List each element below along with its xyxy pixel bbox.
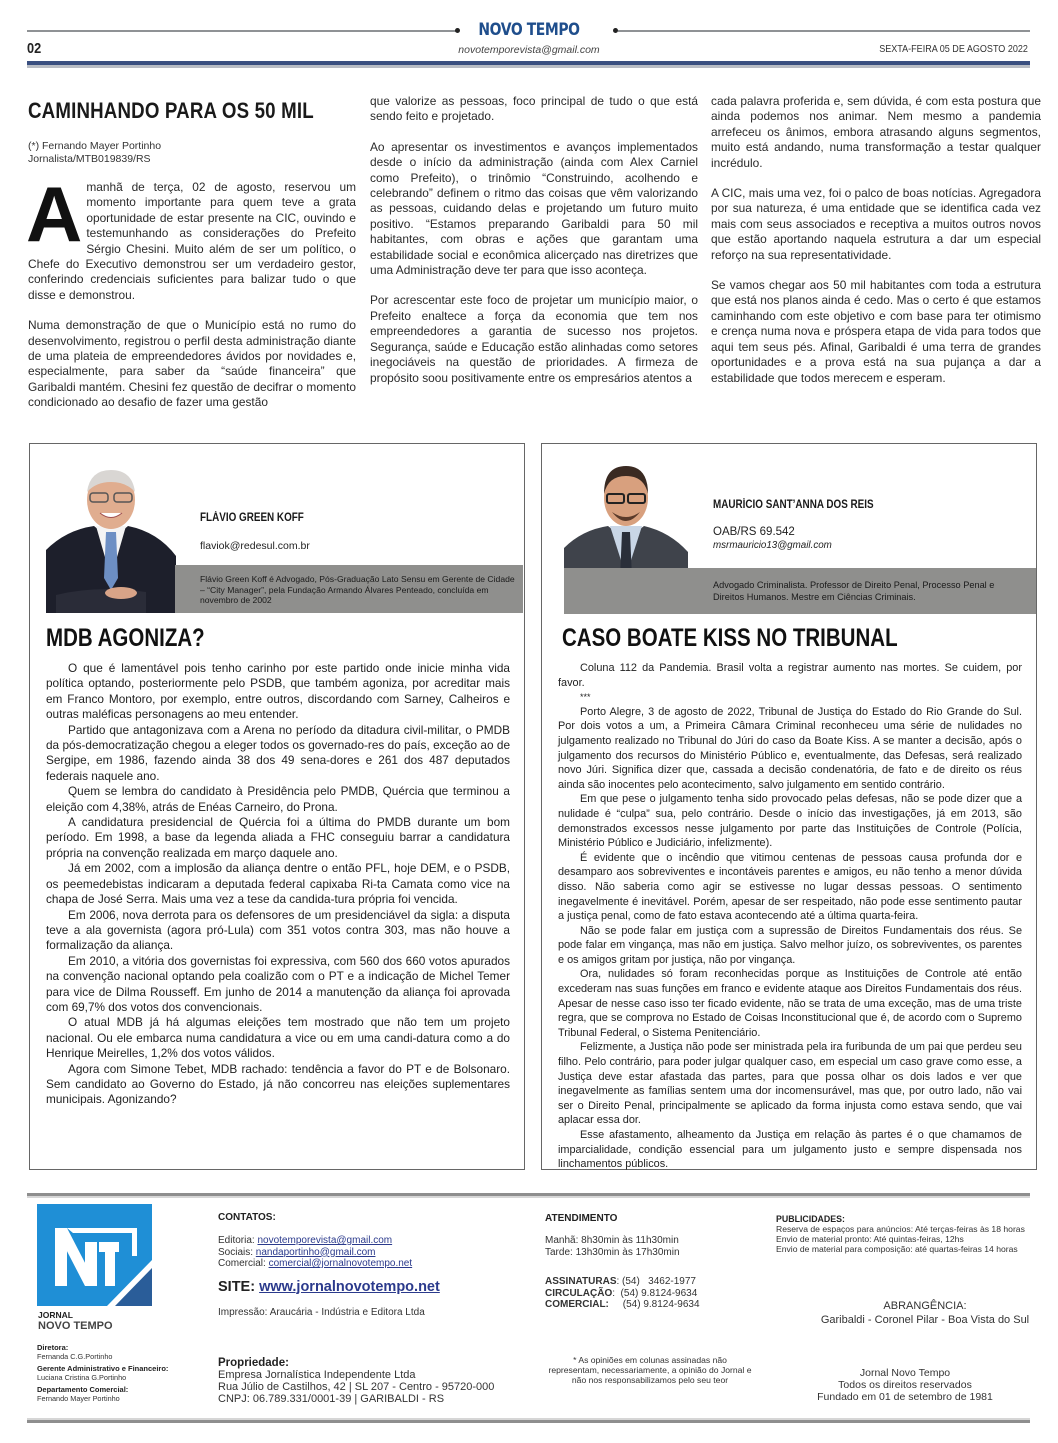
lead-paragraph: Ao apresentar os investimentos e avanços implementados desde o início da administração (ainda com Alex Carniel como Prefeito), o trinômio “Construindo, acolhendo e celebrando” definem o ritmo das coisas que vêm valorizando as pessoas, cuidando delas e projetando um futuro muito positivo. “Estamos preparando Garibaldi para 50 mil habitantes, com obras e ações que garantam uma estabilidade social e econômica alicerçado nas diretrizes que uma Administração deve ter para que isso aconteça. [370,139,698,278]
issue-date: SEXTA-FEIRA 05 DE AGOSTO 2022 [879,43,1028,55]
staff-entry: Diretora: Fernanda C.G.Portinho [37,1343,113,1361]
opinion-disclaimer: * As opiniões em colunas assinadas não representam, necessariamente, a opinião do Jornal e não nos responsabilizamos pelo seu teor [548,1355,752,1385]
nt-logo-icon [37,1204,152,1306]
contact-email-link[interactable]: comercial@jornalnovotempo.net [268,1258,413,1269]
coverage-heading: ABRANGÊNCIA: [883,1300,967,1312]
column-paragraph: Agora com Simone Tebet, MDB rachado: tendência a favor do PT e de Bolsonaro. Sem candidato ao Governo do Estado, já não concorreu nas eleições suplementares municipais. Agonizando? [46,1061,510,1107]
drop-cap: A [26,170,83,258]
phone-entry: CIRCULAÇÃO: (54) 9.8124-9634 [545,1287,698,1299]
staff-entry: Departamento Comercial: Fernando Mayer Portinho [37,1385,129,1403]
service-phones [545,1276,700,1311]
page-number: 02 [27,40,42,57]
author-email[interactable]: flaviok@redesul.com.br [200,540,310,552]
column-paragraph: O atual MDB já há algumas eleições tem mostrado que não tem um projeto nacional. Ou ele embarca numa candidatura a vice ou em uma candi-datura como a do Henrique Meirelles, 1,2% dos votos válidos. [46,1015,510,1061]
column-paragraph: Felizmente, a Justiça não pode ser ministrada pela ira furibunda de um pai que perdeu seu filho. Pelo contrário, para poder julgar qualquer caso, em especial um caso grave como esse, a Justiça deve estar afastada das partes, para que possa olhar os dois lados e ver que inegavelmente as famílias sentem uma dor incomensurável, mas que, por outro lado, não vai ser o Direito Penal, principalmente se aplicado da forma injusta como estava sendo, que vai aplacar essa dor. [558,1041,1022,1127]
site-link[interactable]: www.jornalnovotempo.net [259,1278,440,1295]
footer-top-rule-shadow [27,1196,1030,1198]
column-paragraph: Em que pese o julgamento tenha sido provocado pelas defesas, não se pode dizer que a nulidade é “culpa” sua, pelo contrário. Desde o início das investigações, já em 2013, são demonstrados excessos nesse julgamento por parte das Instituições de Controle (Polícia, Ministério Público e Judiciário, infelizmente). [558,793,1022,850]
contacts-list [218,1235,440,1270]
author-bio: Advogado Criminalista. Professor de Direito Penal, Processo Penal e Direitos Humanos. Mestre em Ciências Criminais. [564,568,1036,614]
ads-lines: Reserva de espaços para anúncios: Até terças-feiras às 18 horas Envio de material pronto: Até quintas-feiras, 12hs Envio de material para composição: até quartas-feiras 14 horas [776,1224,1025,1254]
service-block [545,1213,700,1311]
lead-column-3 [711,94,1041,401]
contact-item: Comercial: comercial@jornalnovotempo.net [218,1258,413,1269]
lead-article-byline [28,140,161,166]
rights-block: Jornal Novo Tempo Todos os direitos reservados Fundado em 01 de setembro de 1981 [817,1367,993,1403]
byline-author: (*) Fernando Mayer Portinho [28,140,162,152]
lead-paragraph: Se vamos chegar aos 50 mil habitantes com toda a estrutura que está nos planos ainda é cedo. Mas o certo é que estamos caminhando com este objetivo e com base para ter otimismo e crença numa nova e próspera etapa de vida para todos que aqui tem seus pés. Afinal, Garibaldi é uma terra de grandes oportunidades e a prova está na sua pujança a dar a estabilidade que todos merecem e esperam. [711,278,1041,385]
phone-entry: ASSINATURAS: (54) 3462-1977 [545,1276,696,1287]
property-block [218,1357,494,1405]
lead-article-title: CAMINHANDO PARA OS 50 MIL [28,98,314,123]
column-paragraph: Esse afastamento, alheamento da Justiça em relação às partes é o que chamamos de imparcialidade, condição essencial para um julgamento justo e sempre dispensada nos linchamentos públicos. [558,1129,1022,1171]
author-oab: OAB/RS 69.542 [713,526,795,538]
column-paragraph: Em 2006, nova derrota para os defensores de um presidenciável da sigla: a disputa teve a ala governista (agora pró-Lula) com 351 votos contra 303, mas não houve a formalização da aliança. [46,907,510,953]
author-name: FLÁVIO GREEN KOFF [200,512,304,524]
column-separator: *** [580,692,591,703]
masthead-email[interactable]: novotemporevista@gmail.com [458,44,600,56]
logo-label-bottom: NOVO TEMPO [38,1320,113,1332]
site-line: SITE: www.jornalnovotempo.net [218,1278,440,1295]
column-paragraph: Não se pode falar em justiça com a supressão de Direitos Fundamentais dos réus. Se pode falar em vingança, mas não em justiça. Salvo melhor juízo, os sobreviventes, os parentes e os amigos gritam por justiça, não por vingança. [558,924,1022,966]
masthead-divider-shadow [27,65,1030,68]
opinion-column-right [541,443,1037,1170]
column-paragraph: O que é lamentável pois tenho carinho por este partido onde inicie minha vida política optando, posteriormente pelo PSDB, que também agoniza, por acreditar mais em Franco Montoro, por exemplo, entre outros, discordando com Sarney, Calheiros e outras maléficas personagens ao meu entender. [46,661,510,722]
property-lines: Empresa Jornalística Independente Ltda Rua Júlio de Castilhos, 42 | SL 207 - Centro - 95720-000 CNPJ: 06.789.331/0001-39 | GARIBALDI - RS [218,1369,495,1405]
column-body [46,661,510,1108]
service-heading: ATENDIMENTO [545,1213,618,1224]
property-heading: Propriedade: [218,1357,289,1369]
lead-paragraph: cada palavra proferida e, sem dúvida, é com esta postura que ainda podemos nos animar. Nem mesmo a pandemia arrefeceu os ânimos, embora atrasando alguns segmentos, muito está andando, numa transformação a testar qualquer incrédulo. [711,94,1041,170]
staff-entry: Gerente Administrativo e Financeiro: Luciana Cristina G.Portinho [37,1364,169,1382]
author-email[interactable]: msrmauricio13@gmail.com [713,540,832,551]
ads-block [776,1214,1025,1254]
contacts-block [218,1212,440,1318]
contact-email-link[interactable]: nandaportinho@gmail.com [255,1246,376,1258]
column-paragraph: Quem se lembra do candidato à Presidência pelo PMDB, Quércia que terminou a eleição com 4,38%, atrás de Enéas Carneiro, do Prona. [46,784,510,814]
column-paragraph: É evidente que o incêndio que vitimou centenas de pessoas causa profunda dor e desamparo aos sobreviventes e incontáveis parentes e amigos, eu não tenho a menor dúvida disso. Não saberia como agir se estivesse no lugar dessas pessoas. O sentimento inegavelmente é inevitável. Porém, apesar de ser respeitado, não pode esse sentimento pautar a justiça penal, como de fato estava acontecendo até a última quarta-feira. [558,851,1022,923]
contacts-heading: CONTATOS: [218,1212,276,1223]
column-paragraph: Coluna 112 da Pandemia. Brasil volta a registrar aumento nas mortes. Se cuidem, por favor. [558,662,1022,689]
coverage-block [790,1299,1058,1327]
column-paragraph: A candidatura presidencial de Quércia foi a última do PMDB durante um bom período. Em 1998, a base da legenda aliada a FHC conseguiu barrar a candidatura própria na convenção realizada em março daquele ano. [46,815,510,860]
opinion-column-left [29,443,525,1170]
lead-paragraph: Amanhã de terça, 02 de agosto, reservou um momento importante para quem teve a grata oportunidade de estar presente na CIC, ouvindo e testemunhando as considerações do Prefeito Sérgio Chesini. Muito além de ser um político, o Chefe do Executivo demonstrou ser um verdadeiro gestor, conferindo credenciais suficientes para balizar tudo o que disse e demonstrou. [26,170,356,302]
portrait-icon [46,460,176,613]
column-paragraph: Partido que antagonizava com a Arena no período da ditadura civil-militar, o PMDB da pós-democratização chegou a eleger todos os governado-res do país, exceção ao de Sergipe, em 1986, fazendo ainda 38 dos 49 sena-dores e 261 dos 487 deputados federais naquele ano. [46,722,510,783]
author-bio: Flávio Green Koff é Advogado, Pós-Graduação Lato Sensu em Gerente de Cidade – “City Manager”, pela Fundação Armando Álvares Penteado, concluída em novembro de 2002 [175,565,523,613]
lead-paragraph: Por acrescentar este foco de projetar um município maior, o Prefeito enaltece a força da economia que tem nos empreendedores a garantia de sucesso nos projetos. Segurança, saúde e Educação estão alinhadas como setores inegociáveis na questão de prioridades. A firmeza de propósito soou positivamente entre os empresários atentos a [370,293,698,385]
lead-column-2 [370,94,698,401]
lead-paragraph: A CIC, mais uma vez, foi o palco de boas notícias. Agregadora por sua natureza, é uma entidade que se identifica cada vez mais com seus associados e receptiva a muitos outros novos que estão aportando naquela estrutura a dar um especial reforço na sua representatividade. [711,186,1041,262]
column-paragraph: Ora, nulidades só foram reconhecidas porque as Instituições de Controle até então excederam nas suas funções em franco e evidente ataque aos Direitos Fundamentais dos réus. Apesar de nesse caso isso ter ficado evidente, não se trata de uma exceção, mas de uma triste regra, que se comprova no Estado de Coisas Inconstitucional que é, de acordo com o Supremo Tribunal Federal, o Sistema Penitenciário. [558,968,1022,1039]
newspaper-title: NOVO TEMPO [478,20,580,40]
column-paragraph: Porto Alegre, 3 de agosto de 2022, Tribunal de Justiça do Estado do Rio Grande do Sul. Por dois votos a um, a Primeira Câmara Criminal reconheceu uma série de nulidades no julgamento realizado no Tribunal do Júri do caso da Boate Kiss. A se manter a decisão, após o julgamento dos recursos do Ministério Público e, eventualmente, das Defesas, será realizado novo Júri. Significa dizer que, cassada a decisão condenatória, de fato e de direito os réus ainda são inocentes pelo acontecimento, salvo julgamento em sentido contrário. [558,705,1022,791]
author-photo [46,460,176,613]
newspaper-logo [37,1204,152,1306]
contact-email-link[interactable]: novotemporevista@gmail.com [257,1235,393,1246]
service-hours: Manhã: 8h30min às 11h30min Tarde: 13h30min às 17h30min [545,1235,680,1258]
column-title: CASO BOATE KISS NO TRIBUNAL [562,624,898,652]
lead-paragraph: que valorize as pessoas, foco principal de tudo o que está sendo feito e projetado. [370,94,698,124]
column-title: MDB AGONIZA? [46,624,205,652]
coverage-value: Garibaldi - Coronel Pilar - Boa Vista do Sul [820,1314,1030,1326]
logo-label-top: JORNAL [38,1310,73,1320]
printing-info: Impressão: Araucária - Indústria e Editora Ltda [218,1306,425,1318]
contact-item: Editoria: novotemporevista@gmail.com [218,1235,393,1246]
staff-list [37,1343,168,1403]
phone-entry: COMERCIAL: (54) 9.8124-9634 [545,1299,700,1310]
lead-column-1 [26,170,356,426]
column-paragraph: Em 2010, a vitória dos governistas foi expressiva, com 560 dos 660 votos apurados na convenção nacional optando pela coalizão com o PT e a indicação de Michel Temer para vice de Dilma Rousseff. Em junho de 2014 a manutenção da aliança foi aprovada com 69,7% dos votos dos convencionais. [46,953,510,1014]
column-paragraph: Já em 2002, com a implosão da aliança dentre o então PFL, hoje DEM, e o PSDB, os peemedebistas indicaram a deputada federal capixaba Ri-ta Camata como vice na chapa de José Serra. Mais uma vez a tese da candida-tura própria foi vencida. [46,861,510,907]
lead-paragraph: Numa demonstração de que o Município está no rumo do desenvolvimento, registrou o perfil desta administração diante de uma plateia de empreendedores ávidos por novidades e, especialmente, para saber da “saúde financeira” que Garibaldi mantém. Chesini fez questão de decifrar o momento condicionado ao desafio de fazer uma gestão [28,318,356,410]
ads-heading: PUBLICIDADES: [776,1214,845,1224]
footer-bottom-rule [27,1420,1030,1423]
byline-role: Jornalista/MTB019839/RS [28,153,151,165]
contact-item: Sociais: nandaportinho@gmail.com [218,1246,376,1258]
author-name: MAURÍCIO SANT’ANNA DOS REIS [713,499,874,511]
column-body [558,661,1022,1172]
